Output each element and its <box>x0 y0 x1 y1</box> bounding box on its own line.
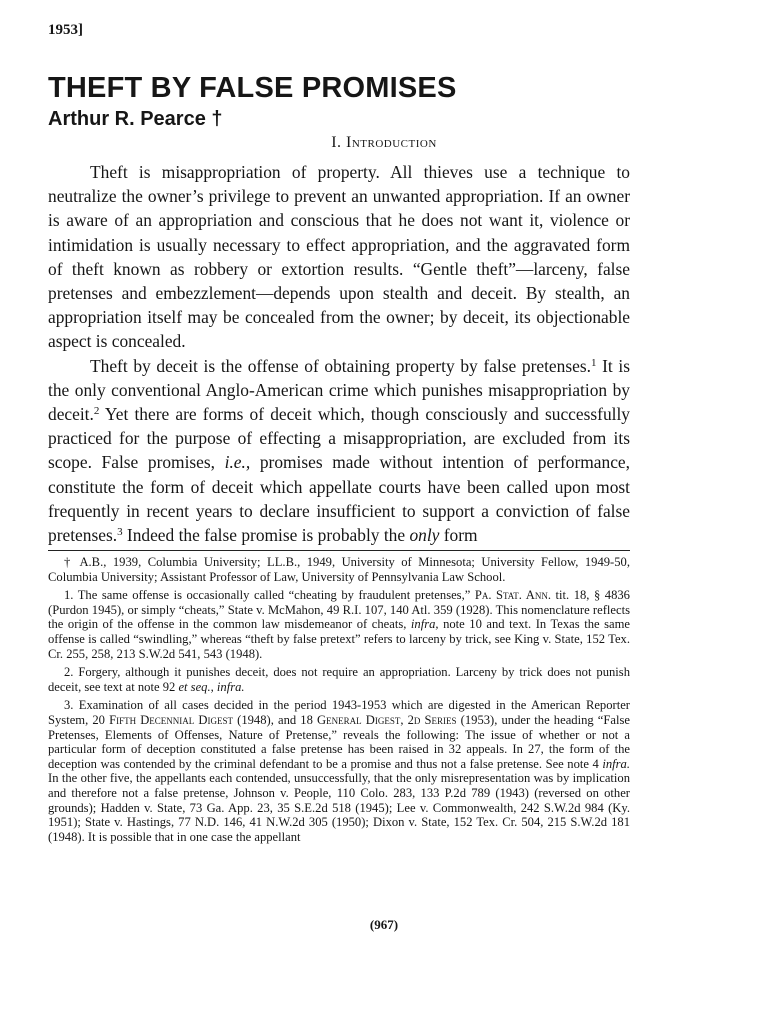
fn3-smallcaps-1: Fifth Decennial Digest <box>109 712 234 727</box>
fn3-text-a: 3. Examination of all cases decided in the period 1943-1953 which are digested in the American Reporter System, 20 <box>48 698 630 727</box>
section-title: Introduction <box>346 134 437 151</box>
p2-text-c: Yet there are forms of deceit which, though consciously and successfully practiced for the purpose of effecting a misappropriation, are excluded from its scope. False promises, <box>48 404 630 473</box>
paragraph-1: Theft is misappropriation of property. All thieves use a technique to neutralize the owner’s privilege to prevent an unwanted appropriation. If an owner is aware of an appropriation and conscious that he does not want it, violence or intimidation is usually necessary to effect appropriation, and the aggravated form of theft known as robbery or extortion results. “Gentle theft”—larceny, false pretenses and embezzlement—depends upon stealth and deceit. By stealth, an appropriation itself may be concealed from the owner; by deceit, its objectionable aspect is concealed. <box>48 162 630 352</box>
p2-text-d: promises made without intention of performance, constitute the form of deceit which appellate courts have been called upon most frequently in recent years to declare insufficient to support a conviction of false pretenses. <box>48 452 630 546</box>
fn2-text-a: 2. Forgery, although it punishes deceit, does not require an appropriation. Larceny by trick does not punish deceit, see text at note 92 <box>48 665 630 694</box>
p2-text-a: Theft by deceit is the offense of obtaining property by false pretenses. <box>90 355 591 376</box>
footnote-rule <box>48 550 630 551</box>
footnote-2 <box>48 665 630 694</box>
fn3-text-c: (1953), under the heading “False Pretenses, Elements of Offenses, Nature of Pretense,” reveals the following: The issue of whether or not a particular form of deception constituted a false pretense has been raised in 32 appeals. In 27, the form of the deception was contended by the criminal defendant to be a promise and thus not a false pretense. See note 4 <box>48 712 630 771</box>
fn1-text-b: tit. 18, § 4836 (Purdon 1945), or simply “cheats,” State v. McMahon, 49 R.I. 107, 140 Atl. 359 (1928). This nomenclature reflects the origin of the offense in the common law misdemeanor of cheats, <box>48 588 630 632</box>
section-number: I. <box>331 134 342 151</box>
fn1-text-c: note 10 and text. In Texas the same offense is called “swindling,” whereas “theft by false pretext” refers to larceny by trick, see King v. State, 152 Tex. Cr. 255, 258, 213 S.W.2d 541, 543 (1948). <box>48 617 630 661</box>
footnote-ref-3: 3 <box>117 526 123 539</box>
fn3-text-b: (1948), and 18 <box>233 712 318 727</box>
p2-text-b: It is the only conventional Anglo-American crime which punishes misappropriation by deceit. <box>48 355 631 425</box>
fn3-text-d: In the other five, the appellants each contended, unsuccessfully, that the only misrepresentation was by implication and therefore not a false pretense, Johnson v. People, 110 Colo. 283, 133 P.2d 789 (1943) (reversed on other grounds); Hadden v. State, 73 Ga. App. 23, 35 S.E.2d 518 (1945); Lee v. Commonwealth, 242 S.W.2d 984 (Ky. 1951); State v. Hastings, 77 N.D. 146, 41 N.W.2d 305 (1950); Dixon v. State, 152 Tex. Cr. 504, 215 S.W.2d 181 (1948). It is possible that in one case the appellant <box>48 771 630 844</box>
fn3-infra: infra. <box>602 756 630 771</box>
footnote-ref-2: 2 <box>93 405 100 418</box>
fn2-etseq: et seq., infra. <box>178 679 245 694</box>
fn1-infra: infra, <box>410 617 439 632</box>
footnote-1 <box>48 588 630 661</box>
article-author: Arthur R. Pearce † <box>48 108 223 130</box>
section-heading <box>0 134 768 152</box>
footnotes <box>48 555 630 848</box>
footnote-dagger: † A.B., 1939, Columbia University; LL.B., 1949, University of Minnesota; University Fellow, 1949-50, Columbia University; Assistant Professor of Law, University of Pennsylvania Law School. <box>48 555 630 584</box>
p2-only: only <box>409 525 440 546</box>
paragraph-2 <box>48 354 630 548</box>
fn1-smallcaps: Pa. Stat. Ann. <box>474 588 552 603</box>
running-head: 1953] <box>48 22 83 38</box>
article-title: THEFT BY FALSE PROMISES <box>48 72 457 104</box>
p2-text-f: form <box>439 525 478 546</box>
footnote-3 <box>48 698 630 844</box>
footnote-ref-1: 1 <box>590 356 597 369</box>
page-number: (967) <box>369 917 399 932</box>
body-text <box>48 160 630 547</box>
p2-ie: i.e., <box>224 452 251 473</box>
fn3-smallcaps-2: General Digest, 2d Series <box>317 712 457 727</box>
p2-text-e: Indeed the false promise is probably the <box>122 525 410 546</box>
fn1-text-a: 1. The same offense is occasionally called “cheating by fraudulent pretenses,” <box>64 588 475 603</box>
